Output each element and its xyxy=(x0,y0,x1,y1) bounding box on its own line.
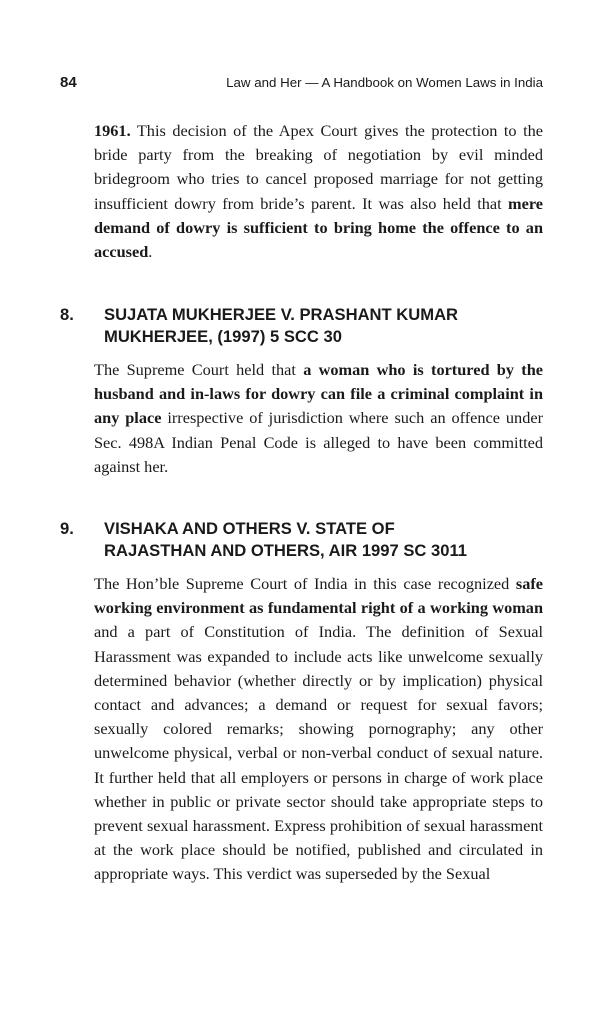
intro-paragraph xyxy=(94,119,543,264)
section-8-title xyxy=(104,304,534,348)
intro-end: . xyxy=(148,242,153,262)
section-9-title xyxy=(104,518,534,562)
section-9-holding: safe working environment as fundamental right of a working woman xyxy=(94,574,543,618)
section-9-title-line-1: VISHAKA AND OTHERS V. STATE OF xyxy=(104,519,395,538)
section-8-text-a: The Supreme Court held that xyxy=(94,360,304,379)
section-9-body xyxy=(94,572,543,887)
section-9-title-line-2: RAJASTHAN AND OTHERS, AIR 1997 SC 3011 xyxy=(104,541,468,560)
intro-holding: mere demand of dowry is sufficient to bring home the offence to an accused xyxy=(94,193,543,262)
section-9-text-a: The Hon’ble Supreme Court of India in this case recognized xyxy=(94,574,516,593)
page-number: 84 xyxy=(60,74,77,91)
intro-text: This decision of the Apex Court gives the protection to the bride party from the breaking of negotiation by evil minded bridegroom who tries to cancel proposed marriage for not getting insufficient dowry from bride’s parent. It was also held that xyxy=(94,121,543,213)
section-9-text-b: and a part of Constitution of India. The definition of Sexual Harassment was expanded to include acts like unwelcome sexually determined behavior (whether directly or by implication) physical contact and advances; a demand or request for sexual favors; sexually colored remarks; showing pornography; any other unwelcome physical, verbal or non-verbal conduct of sexual nature. It further held that all employers or persons in charge of work place whether in public or private sector should take appropriate steps to prevent sexual harassment. Express prohibition of sexual harassment at the work place should be notified, published and circulated in appropriate ways. This verdict was superseded by the Sexual xyxy=(94,622,543,884)
section-8-title-line-1: SUJATA MUKHERJEE V. PRASHANT KUMAR xyxy=(104,305,459,324)
intro-year: 1961. xyxy=(94,121,131,140)
page-header xyxy=(60,74,543,94)
section-8-title-line-2: MUKHERJEE, (1997) 5 SCC 30 xyxy=(104,327,342,346)
section-8-number: 8. xyxy=(60,305,74,324)
section-8-holding: a woman who is tortured by the husband and in-laws for dowry can file a criminal complaint in any place xyxy=(94,360,543,428)
section-8-body xyxy=(94,358,543,479)
running-title: Law and Her — A Handbook on Women Laws in India xyxy=(226,75,543,90)
section-9-number: 9. xyxy=(60,519,74,538)
section-8-text-b: irrespective of jurisdiction where such an offence under Sec. 498A Indian Penal Code is alleged to have been committed against her. xyxy=(94,408,543,476)
